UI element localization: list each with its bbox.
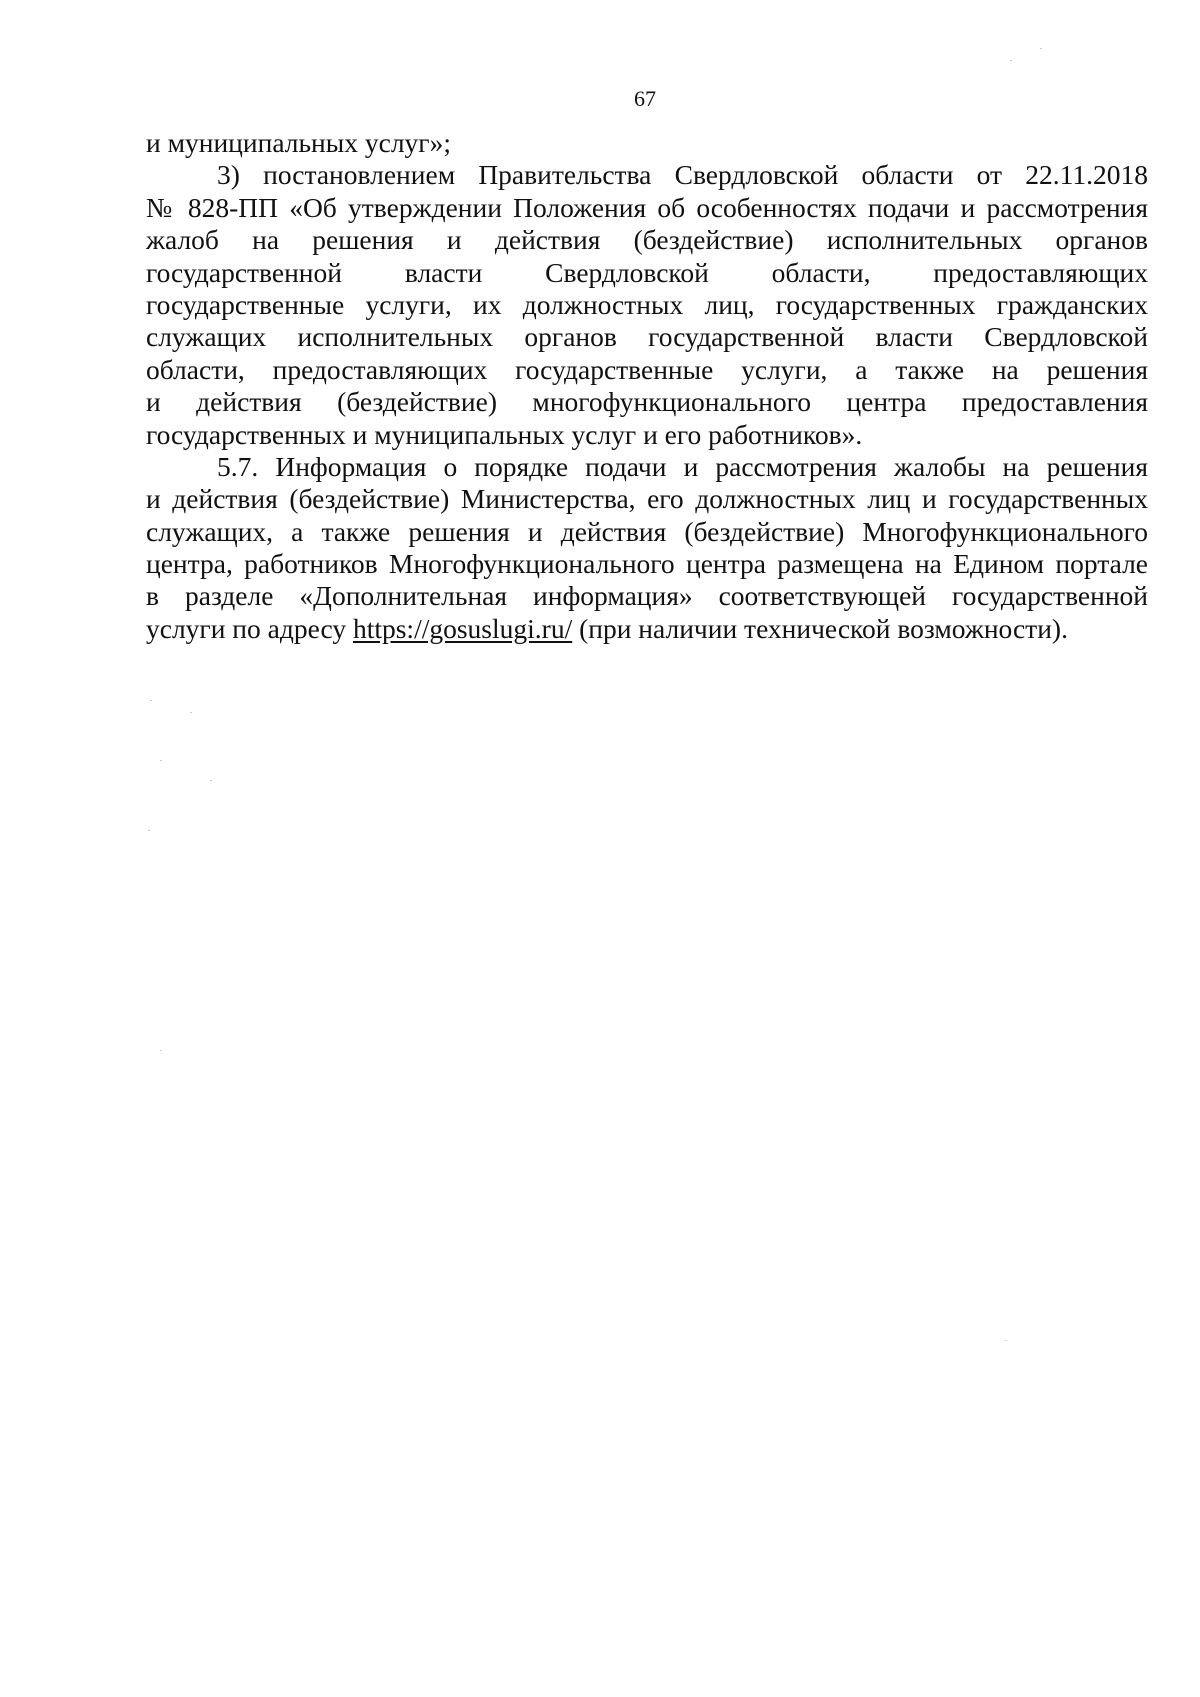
scan-speck	[160, 760, 162, 761]
text-after-link: (при наличии технической возможности).	[572, 612, 1068, 644]
text-line: в разделе «Дополнительная информация» соответствующей государственной	[146, 580, 1148, 612]
scan-speck	[1010, 60, 1012, 61]
text-line: центра, работников Многофункционального центра размещена на Едином портале	[146, 548, 1148, 580]
text-line: служащих, а также решения и действия (бездействие) Многофункционального	[146, 515, 1148, 547]
paragraph-3-first-line: 3) постановлением Правительства Свердловской области от 22.11.2018	[217, 159, 1148, 191]
text-line: № 828-ПП «Об утверждении Положения об особенностях подачи и рассмотрения	[146, 191, 1148, 223]
text-line: государственной власти Свердловской области, предоставляющих	[146, 256, 1148, 288]
text-line: и муниципальных услуг»;	[146, 127, 451, 158]
scan-speck	[160, 1050, 162, 1051]
scan-speck	[1040, 48, 1042, 49]
paragraph-5-7-last-line	[146, 613, 1148, 645]
paragraph-5-7-first-line: 5.7. Информация о порядке подачи и рассмотрения жалобы на решения	[217, 450, 1148, 482]
paragraph-3-last-line: государственных и муниципальных услуг и его работников».	[146, 418, 863, 450]
scan-speck	[150, 700, 152, 701]
scan-speck	[210, 780, 212, 781]
text-line: и действия (бездействие) Министерства, его должностных лиц и государственных	[146, 483, 1148, 515]
text-line: и действия (бездействие) многофункционального центра предоставления	[146, 386, 1148, 418]
gosuslugi-link[interactable]: https://gosuslugi.ru/	[352, 612, 573, 644]
text-before-link: услуги по адресу	[146, 612, 353, 644]
text-line: области, предоставляющих государственные услуги, а также на решения	[146, 353, 1148, 385]
text-line: жалоб на решения и действия (бездействие) исполнительных органов	[146, 224, 1148, 256]
scan-speck	[148, 830, 150, 831]
document-body	[146, 127, 1148, 645]
page-number: 67	[634, 86, 656, 111]
scan-speck	[190, 712, 192, 713]
text-line: служащих исполнительных органов государственной власти Свердловской	[146, 321, 1148, 353]
scan-speck	[1005, 1340, 1007, 1341]
text-line: государственные услуги, их должностных лиц, государственных гражданских	[146, 288, 1148, 320]
